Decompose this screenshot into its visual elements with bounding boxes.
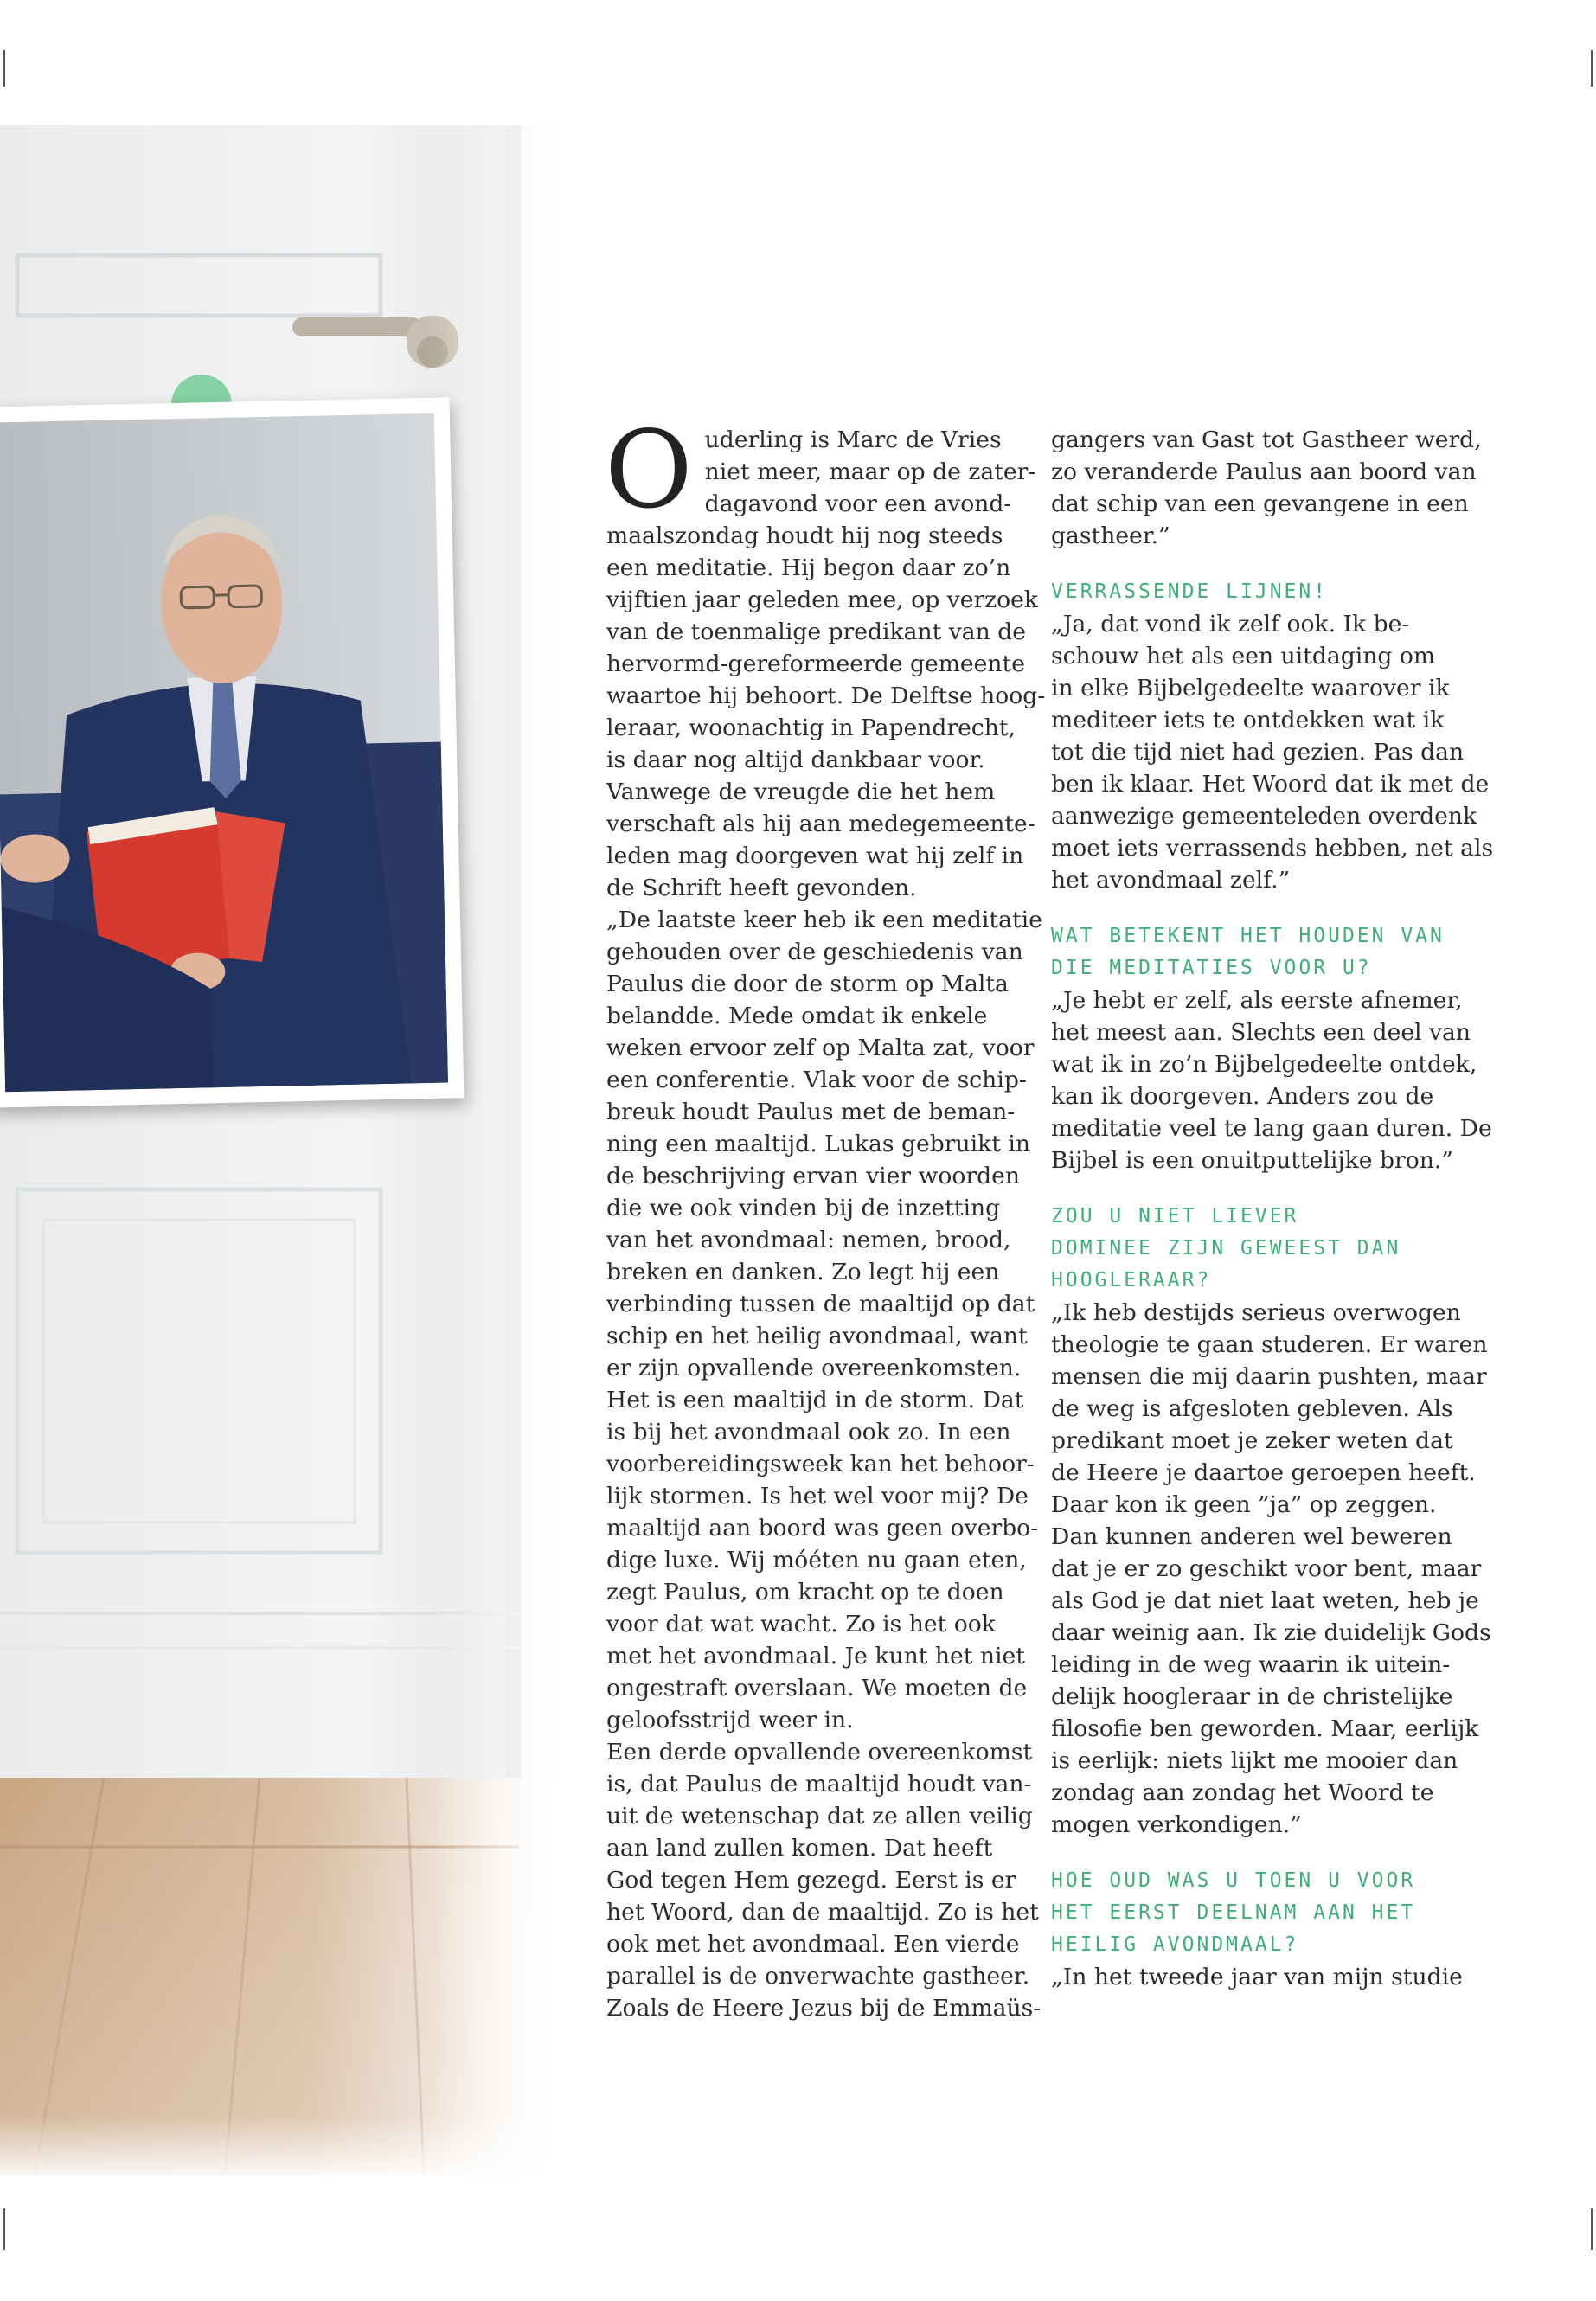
body-line: vijftien jaar geleden mee, op verzoek bbox=[606, 586, 1039, 613]
body-line: mogen verkondigen.” bbox=[1051, 1811, 1302, 1838]
body-line: er zijn opvallende overeenkomsten. bbox=[606, 1355, 1022, 1381]
body-line: niet meer, maar op de zater- bbox=[704, 458, 1036, 485]
body-line: geloofsstrijd weer in. bbox=[606, 1707, 854, 1734]
heading-line: DIE MEDITATIES VOOR U? bbox=[1051, 957, 1372, 979]
body-line: maaltijd aan boord was geen overbo- bbox=[606, 1515, 1039, 1541]
body-line: Zoals de Heere Jezus bij de Emmaüs- bbox=[606, 1995, 1042, 2022]
body-line: daar weinig aan. Ik zie duidelijk Gods bbox=[1051, 1619, 1491, 1646]
body-line: „Ja, dat vond ik zelf ook. Ik be- bbox=[1051, 611, 1410, 638]
heading-line: VERRASSENDE LIJNEN! bbox=[1051, 580, 1329, 603]
question-heading bbox=[1051, 1201, 1475, 1297]
body-line: dat schip van een gevangene in een bbox=[1051, 490, 1469, 517]
body-line: Paulus die door de storm op Malta bbox=[606, 971, 1009, 997]
heading-line: WAT BETEKENT HET HOUDEN VAN bbox=[1051, 925, 1445, 947]
body-line: gehouden over de geschiedenis van bbox=[606, 939, 1023, 965]
body-line: de weg is afgesloten gebleven. Als bbox=[1051, 1395, 1453, 1422]
body-line: schip en het heilig avondmaal, want bbox=[606, 1323, 1028, 1349]
body-line: mensen die mij daarin pushten, maar bbox=[1051, 1363, 1487, 1390]
drop-cap: O bbox=[605, 408, 693, 533]
body-line: delijk hoogleraar in de christelijke bbox=[1051, 1683, 1453, 1710]
crop-mark-top-right bbox=[1591, 50, 1593, 87]
body-line: voorbereidingsweek kan het behoor- bbox=[606, 1451, 1035, 1477]
body-line: van het avondmaal: nemen, brood, bbox=[606, 1227, 1011, 1253]
body-line: leraar, woonachtig in Papendrecht, bbox=[606, 715, 1016, 741]
body-line: aan land zullen komen. Dat heeft bbox=[606, 1835, 993, 1862]
body-line: ning een maaltijd. Lukas gebruikt in bbox=[606, 1131, 1030, 1157]
body-line: zo veranderde Paulus aan boord van bbox=[1051, 458, 1477, 485]
body-line: breuk houdt Paulus met de beman- bbox=[606, 1099, 1016, 1125]
heading-line: HET EERST DEELNAM AAN HET bbox=[1051, 1901, 1416, 1924]
body-line: verschaft als hij aan medegemeente- bbox=[606, 811, 1035, 837]
body-line: Vanwege de vreugde die het hem bbox=[606, 779, 996, 805]
body-line: gastheer.” bbox=[1051, 522, 1170, 549]
body-line: Het is een maaltijd in de storm. Dat bbox=[606, 1387, 1024, 1413]
body-line: is eerlijk: niets lijkt me mooier dan bbox=[1051, 1747, 1458, 1774]
body-line: leiding in de weg waarin ik uitein- bbox=[1051, 1651, 1451, 1678]
body-line: tot die tijd niet had gezien. Pas dan bbox=[1051, 739, 1465, 766]
body-line: lijk stormen. Is het wel voor mij? De bbox=[606, 1483, 1029, 1509]
body-line: uit de wetenschap dat ze allen veilig bbox=[606, 1803, 1033, 1830]
body-line: de Heere je daartoe geroepen heeft. bbox=[1051, 1459, 1476, 1486]
heading-line: HEILIG AVONDMAAL? bbox=[1051, 1933, 1299, 1956]
article-column-1 bbox=[605, 408, 1046, 2024]
body-line: ook met het avondmaal. Een vierde bbox=[606, 1931, 1020, 1958]
body-line: filosofie ben geworden. Maar, eerlijk bbox=[1051, 1715, 1479, 1742]
body-line: leden mag doorgeven wat hij zelf in bbox=[606, 843, 1024, 869]
portrait-photo-frame bbox=[0, 397, 464, 1107]
body-line: ben ik klaar. Het Woord dat ik met de bbox=[1051, 771, 1490, 798]
body-line: zegt Paulus, om kracht op te doen bbox=[606, 1579, 1004, 1606]
body-line: als God je dat niet laat weten, heb je bbox=[1051, 1587, 1479, 1614]
body-line: Dan kunnen anderen wel beweren bbox=[1051, 1523, 1452, 1550]
body-line: „In het tweede jaar van mijn studie bbox=[1051, 1964, 1463, 1990]
body-line: maalszondag houdt hij nog steeds bbox=[606, 522, 1003, 549]
body-line: Een derde opvallende overeenkomst bbox=[606, 1739, 1033, 1766]
body-line: „Je hebt er zelf, als eerste afnemer, bbox=[1051, 987, 1463, 1014]
body-line: uderling is Marc de Vries bbox=[704, 426, 1002, 453]
body-line: de beschrijving ervan vier woorden bbox=[606, 1163, 1020, 1189]
question-heading bbox=[1051, 576, 1475, 608]
body-line: dat je er zo geschikt voor bent, maar bbox=[1051, 1555, 1482, 1582]
body-line: meditatie veel te lang gaan duren. De bbox=[1051, 1115, 1492, 1142]
crop-mark-bottom-left bbox=[3, 2208, 5, 2250]
heading-line: HOE OUD WAS U TOEN U VOOR bbox=[1051, 1869, 1416, 1892]
body-line: weken ervoor zelf op Malta zat, voor bbox=[606, 1035, 1035, 1061]
crop-mark-top-left bbox=[3, 50, 5, 87]
body-line: aanwezige gemeenteleden overdenk bbox=[1051, 803, 1477, 830]
body-line: hervormd-gereformeerde gemeente bbox=[606, 651, 1025, 677]
body-line: breken en danken. Zo legt hij een bbox=[606, 1259, 1000, 1285]
body-line: dagavond voor een avond- bbox=[704, 490, 1012, 517]
body-line: waartoe hij behoort. De Delftse hoog- bbox=[606, 683, 1046, 709]
body-line: predikant moet je zeker weten dat bbox=[1051, 1427, 1453, 1454]
heading-line: HOOGLERAAR? bbox=[1051, 1269, 1212, 1292]
body-line: in elke Bijbelgedeelte waarover ik bbox=[1051, 675, 1450, 702]
body-line: wat ik in zo’n Bijbelgedeelte ontdek, bbox=[1051, 1051, 1477, 1078]
body-line: Daar kon ik geen ”ja” op zeggen. bbox=[1051, 1491, 1437, 1518]
heading-line: DOMINEE ZIJN GEWEEST DAN bbox=[1051, 1237, 1401, 1259]
crop-mark-bottom-right bbox=[1591, 2208, 1593, 2250]
body-line: gangers van Gast tot Gastheer werd, bbox=[1051, 426, 1482, 453]
body-line: Bijbel is een onuitputtelijke bron.” bbox=[1051, 1147, 1453, 1174]
body-line: het meest aan. Slechts een deel van bbox=[1051, 1019, 1471, 1046]
body-line: belandde. Mede omdat ik enkele bbox=[606, 1003, 988, 1029]
body-line: moet iets verrassends hebben, net als bbox=[1051, 835, 1494, 862]
body-line: God tegen Hem gezegd. Eerst is er bbox=[606, 1867, 1016, 1894]
body-line: theologie te gaan studeren. Er waren bbox=[1051, 1331, 1488, 1358]
question-heading bbox=[1051, 1865, 1475, 1961]
body-line: „De laatste keer heb ik een meditatie bbox=[606, 907, 1042, 933]
body-line: is daar nog altijd dankbaar voor. bbox=[606, 747, 985, 773]
article-column-2 bbox=[1051, 424, 1494, 1993]
body-line: van de toenmalige predikant van de bbox=[606, 619, 1026, 645]
body-line: is bij het avondmaal ook zo. In een bbox=[606, 1419, 1011, 1445]
body-line: het Woord, dan de maaltijd. Zo is het bbox=[606, 1899, 1039, 1926]
portrait-photo bbox=[0, 413, 448, 1093]
body-line: die we ook vinden bij de inzetting bbox=[606, 1195, 1001, 1221]
body-line: kan ik doorgeven. Anders zou de bbox=[1051, 1083, 1434, 1110]
body-line: het avondmaal zelf.” bbox=[1051, 867, 1291, 894]
body-line: schouw het als een uitdaging om bbox=[1051, 643, 1436, 670]
body-line: „Ik heb destijds serieus overwogen bbox=[1051, 1299, 1461, 1326]
body-line: de Schrift heeft gevonden. bbox=[606, 875, 917, 901]
body-line: parallel is de onverwachte gastheer. bbox=[606, 1963, 1030, 1990]
body-line: mediteer iets te ontdekken wat ik bbox=[1051, 707, 1445, 734]
body-line: is, dat Paulus de maaltijd houdt van- bbox=[606, 1771, 1032, 1798]
body-line: een meditatie. Hij begon daar zo’n bbox=[606, 554, 1011, 581]
body-line: verbinding tussen de maaltijd op dat bbox=[606, 1291, 1035, 1317]
body-line: een conferentie. Vlak voor de schip- bbox=[606, 1067, 1027, 1093]
body-line: met het avondmaal. Je kunt het niet bbox=[606, 1643, 1025, 1670]
heading-line: ZOU U NIET LIEVER bbox=[1051, 1205, 1299, 1227]
body-line: ongestraft overslaan. We moeten de bbox=[606, 1675, 1028, 1702]
body-line: zondag aan zondag het Woord te bbox=[1051, 1779, 1434, 1806]
body-line: dige luxe. Wij móéten nu gaan eten, bbox=[606, 1547, 1027, 1574]
question-heading bbox=[1051, 920, 1475, 984]
body-line: voor dat wat wacht. Zo is het ook bbox=[606, 1611, 996, 1638]
